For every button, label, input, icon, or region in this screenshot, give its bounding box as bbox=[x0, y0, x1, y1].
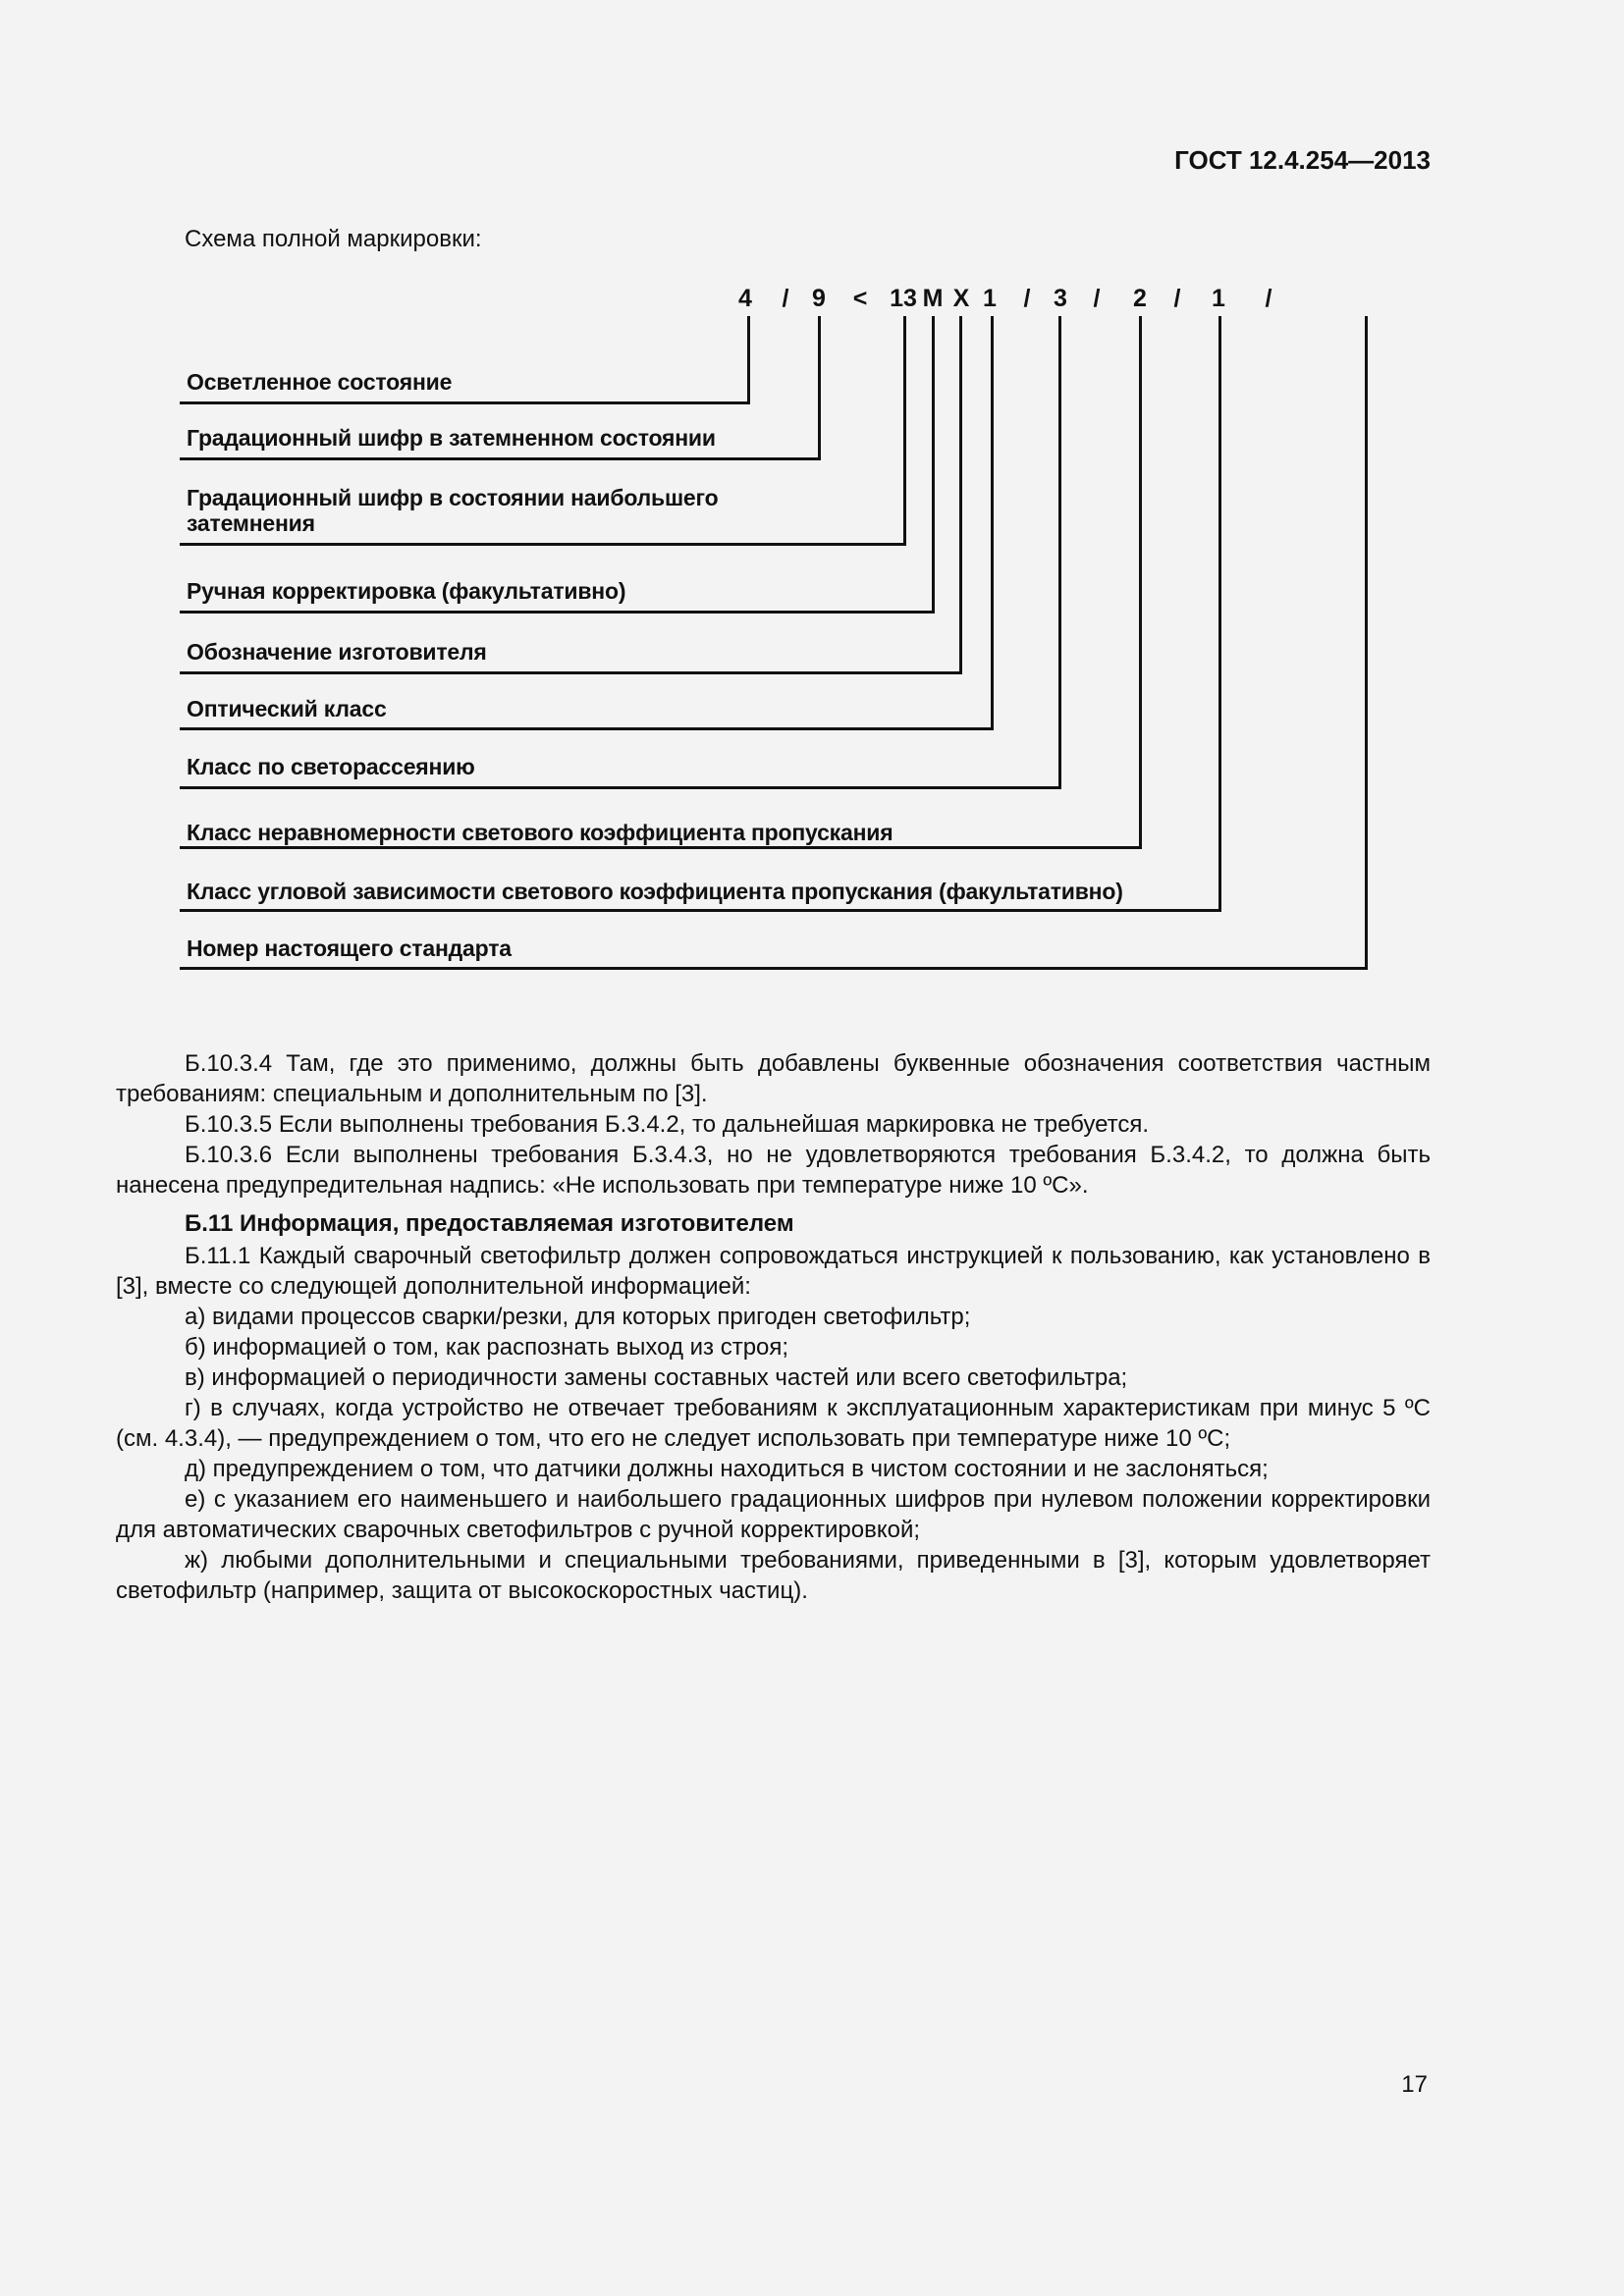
scheme-title: Схема полной маркировки: bbox=[185, 226, 482, 252]
leader-line bbox=[180, 909, 1221, 912]
label-optical-class: Оптический класс bbox=[187, 696, 387, 721]
code-char: 9 bbox=[812, 285, 826, 312]
label-bleached-state: Осветленное состояние bbox=[187, 369, 453, 395]
list-item: а) видами процессов сварки/резки, для которых пригоден светофильтр; bbox=[185, 1304, 971, 1330]
label-angle-dependence: Класс угловой зависимости светового коэффициента пропускания (факультативно) bbox=[187, 879, 1123, 904]
code-char: / bbox=[1023, 285, 1031, 312]
label-manufacturer: Обозначение изготовителя bbox=[187, 639, 487, 665]
label-diffusion-class: Класс по светорассеянию bbox=[187, 754, 475, 779]
leader-line bbox=[903, 316, 906, 546]
list-item: б) информацией о том, как распознать выход из строя; bbox=[185, 1334, 789, 1361]
leader-line bbox=[180, 846, 1142, 849]
list-item: е) с указанием его наименьшего и наибольшего градационных шифров при нулевом положении корректировки для автоматических сварочных светофильтров с ручной корректировкой; bbox=[116, 1486, 1431, 1543]
leader-line bbox=[1139, 316, 1142, 849]
paragraph: Б.10.3.6 Если выполнены требования Б.3.4.3, но не удовлетворяются требования Б.3.4.2, то должна быть нанесена предупредительная надпись: «Не использовать при температуре ниже 10 ºС». bbox=[116, 1142, 1431, 1199]
section-heading: Б.11 Информация, предоставляемая изготовителем bbox=[185, 1210, 794, 1237]
standard-id: ГОСТ 12.4.254—2013 bbox=[1174, 145, 1431, 175]
leader-line bbox=[180, 457, 821, 460]
leader-line bbox=[1218, 316, 1221, 912]
leader-line bbox=[1365, 316, 1368, 970]
body-text bbox=[116, 1048, 1431, 1606]
label-darkest-shade: Градационный шифр в состоянии наибольшего затемнения bbox=[187, 485, 719, 536]
leader-line bbox=[180, 727, 994, 730]
label-standard-number: Номер настоящего стандарта bbox=[187, 935, 512, 961]
leader-line bbox=[180, 671, 962, 674]
paragraph: Б.11.1 Каждый сварочный светофильтр должен сопровождаться инструкцией к пользованию, как установлено в [3], вместе со следующей дополнительной информацией: bbox=[116, 1243, 1431, 1300]
list-item: г) в случаях, когда устройство не отвечает требованиям к эксплуатационным характеристикам при минус 5 ºС (см. 4.3.4), — предупреждением о том, что его не следует использовать при температуре ниже 10 ºС; bbox=[116, 1395, 1431, 1452]
leader-line bbox=[180, 967, 1368, 970]
code-char: 13 bbox=[890, 285, 917, 312]
code-char: / bbox=[1173, 285, 1181, 312]
leader-line bbox=[959, 316, 962, 674]
label-dark-shade: Градационный шифр в затемненном состоянии bbox=[187, 425, 716, 451]
leader-line bbox=[180, 786, 1061, 789]
leader-line bbox=[180, 543, 906, 546]
page-number: 17 bbox=[1401, 2071, 1428, 2098]
paragraph: Б.10.3.5 Если выполнены требования Б.3.4.2, то дальнейшая маркировка не требуется. bbox=[185, 1111, 1150, 1138]
leader-line bbox=[180, 401, 750, 404]
list-item: д) предупреждением о том, что датчики должны находиться в чистом состоянии и не заслоняться; bbox=[185, 1456, 1269, 1482]
code-char: 1 bbox=[1212, 285, 1225, 312]
code-char: 2 bbox=[1133, 285, 1147, 312]
list-item: в) информацией о периодичности замены составных частей или всего светофильтра; bbox=[185, 1364, 1128, 1391]
code-char: M bbox=[922, 285, 944, 312]
label-manual-adjust: Ручная корректировка (факультативно) bbox=[187, 578, 626, 604]
leader-line bbox=[747, 316, 750, 404]
leader-line bbox=[818, 316, 821, 460]
paragraph: Б.10.3.4 Там, где это применимо, должны быть добавлены буквенные обозначения соответствия частным требованиям: специальным и дополнительным по [3]. bbox=[116, 1050, 1431, 1107]
leader-line bbox=[932, 316, 935, 614]
code-char: < bbox=[852, 285, 868, 312]
label-homogeneity-class: Класс неравномерности светового коэффициента пропускания bbox=[187, 820, 893, 845]
code-char: 1 bbox=[983, 285, 997, 312]
code-char: / bbox=[1093, 285, 1101, 312]
code-char: X bbox=[952, 285, 970, 312]
list-item: ж) любыми дополнительными и специальными требованиями, приведенными в [3], которым удовлетворяет светофильтр (например, защита от высокоскоростных частиц). bbox=[116, 1547, 1431, 1604]
code-char: 3 bbox=[1054, 285, 1067, 312]
leader-line bbox=[1058, 316, 1061, 789]
code-char: / bbox=[1265, 285, 1272, 312]
leader-line bbox=[991, 316, 994, 730]
leader-line bbox=[180, 611, 935, 614]
code-char: 4 bbox=[738, 285, 752, 312]
code-char: / bbox=[782, 285, 789, 312]
